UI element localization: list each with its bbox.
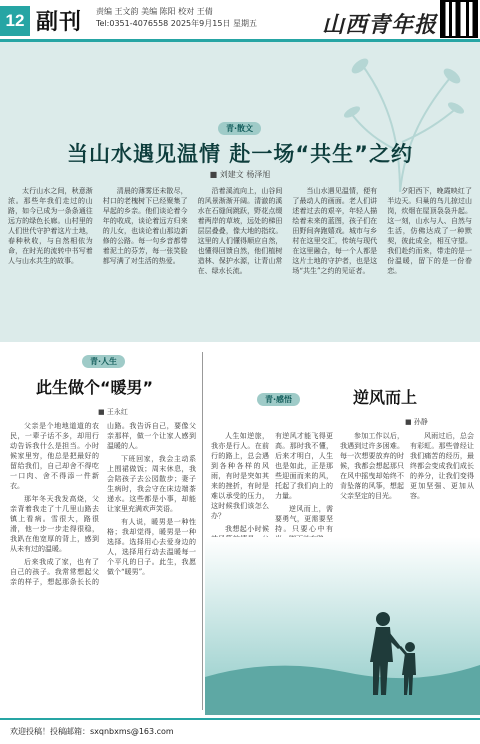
paragraph: 太行山水之间，秋意渐浓。那些年我们走过的山路，如今已成为一条条通往远方的绿色长廊。山村里的人们世代守护着这片土地，春种秋收，与自然相依为命，在时光的流转中书写着人与山水共生的故事。	[8, 187, 93, 265]
editor-credits: 责编 王文韵 美编 陈阳 校对 王倩	[96, 7, 213, 16]
paragraph: 风雨过后，总会有彩虹。那些曾经让我们痛苦的经历，最终都会变成我们成长的养分，让我们变得更加坚强、更加从容。	[410, 432, 474, 500]
paragraph: 父亲是个地地道道的农民，一辈子话不多，却用行动告诉我什么是担当。小时候家里穷，他总是把最好的留给我们，自己却舍不得吃一口肉、舍不得添一件新衣。	[10, 422, 99, 490]
article-tag: 青·感悟	[257, 393, 300, 406]
newspaper-name: 山西青年报	[322, 12, 438, 38]
paragraph: 有人说，暖男是一种性格；我却觉得，暖男是一种选择。选择用心去爱身边的人，选择用行动去温暖每一个平凡的日子。此生，我愿做个“暖男”。	[107, 518, 196, 576]
page-number: 12	[0, 6, 30, 36]
feature-article	[0, 42, 480, 342]
paragraph: 我想起小时候 有逆风才能飞得更高。那时我不懂，后来才明白，人生也是如此，正是那些迎面而来的风，托起了我们向上的力量。	[225, 432, 333, 533]
paragraph: 当山水遇见温情，便有了最动人的画面。老人们讲述着过去的艰辛，年轻人描绘着未来的蓝图，孩子们在田野间奔跑嬉戏。城市与乡村在这里交汇，传统与现代在这里融合，每一个人都是这片土地的守护者，也是这场“共生”之约的见证者。	[292, 187, 378, 275]
paragraph: 沿着溪流向上，山谷间的风景渐渐开阔。清澈的溪水在石缝间跳跃，野花点缀着两岸的草坡，远处的梯田层层叠叠，像大地的指纹。这里的人们懂得顺应自然，也懂得回馈自然，他们植树造林、保护水源，让青山常在、绿水长流。	[197, 187, 283, 275]
essay-article-left	[0, 347, 200, 717]
page-header	[0, 0, 480, 40]
paragraph: 人生如逆旅，我亦是行人。在前行的路上，总会遇到各种各样的风雨，有时是突如其来的挫折，有时是难以承受的压力，这时候我们该怎么办？	[211, 432, 269, 520]
submission-email: 欢迎投稿！投稿邮箱：sxqnbxms@163.com	[10, 727, 174, 736]
father-son-silhouette-image	[205, 537, 480, 715]
contact-date: Tel:0351-4076558 2025年9月15日 星期五	[96, 19, 257, 28]
paragraph: 清晨的薄雾还未散尽，村口的老槐树下已经聚集了早起的乡亲。他们谈论着今年的收成，谈论着远方归来的儿女，也谈论着山那边新修的公路。每一句乡音都带着泥土的芬芳，每一张笑脸都写满了对生活的热爱。	[102, 187, 188, 265]
article-title: 当山水遇见温情 赴一场“共生”之约	[67, 142, 413, 166]
qr-code-icon	[442, 2, 476, 36]
page-footer	[0, 718, 480, 744]
article-tag: 青·散文	[218, 122, 261, 135]
section-brand: 副刊	[36, 9, 83, 35]
article-byline: ■ 王永红	[98, 408, 128, 416]
paragraph: 参加工作以后，我遇到过许多困难。每一次想要放弃的时候，我都会想起那只在风中摇曳却始终不肯坠落的风筝，想起父亲坚定的目光。	[340, 432, 404, 500]
article-byline: ■ 刘建文 杨泽旭	[209, 170, 271, 179]
article-byline: ■ 孙静	[405, 418, 428, 426]
column-divider	[202, 352, 203, 710]
article-title: 逆风而上	[353, 388, 418, 407]
article-title: 此生做个“暖男”	[36, 378, 154, 397]
essay-article-right	[205, 347, 480, 717]
paragraph: 那年冬天我发高烧，父亲背着我走了十几里山路去镇上看病。雪很大，路很滑，他一步一步走得很稳，我趴在他宽厚的背上，感到从未有过的温暖。	[10, 495, 99, 553]
paragraph: 夕阳西下，晚霞映红了半边天。归巢的鸟儿掠过山岗，炊烟在屋顶袅袅升起。这一刻，山水与人、自然与生活，仿佛达成了一种默契，彼此成全，相互守望。我们赴约而来，带走的是一份温暖，留下的是一份眷恋。	[387, 187, 472, 275]
paragraph: 下班回家，我会主动系上围裙做饭；周末休息，我会陪孩子去公园散步；妻子生病时，我会守在床边端茶递水。这些都是小事，却能让家里充满欢声笑语。	[107, 455, 196, 513]
article-tag: 青·人生	[82, 355, 125, 368]
paragraph: 逆风而上，需要勇气，更需要坚持。只要心中有	[275, 505, 333, 533]
article-body	[10, 421, 196, 711]
paragraph: 后来我成了家，也有了自己的孩子。我常常想起父亲的样子，想起那条长长的山路。我告诉自己，要像父亲那样，做一个让家人感到温暖的人。	[10, 422, 196, 586]
article-body-right	[340, 431, 474, 541]
